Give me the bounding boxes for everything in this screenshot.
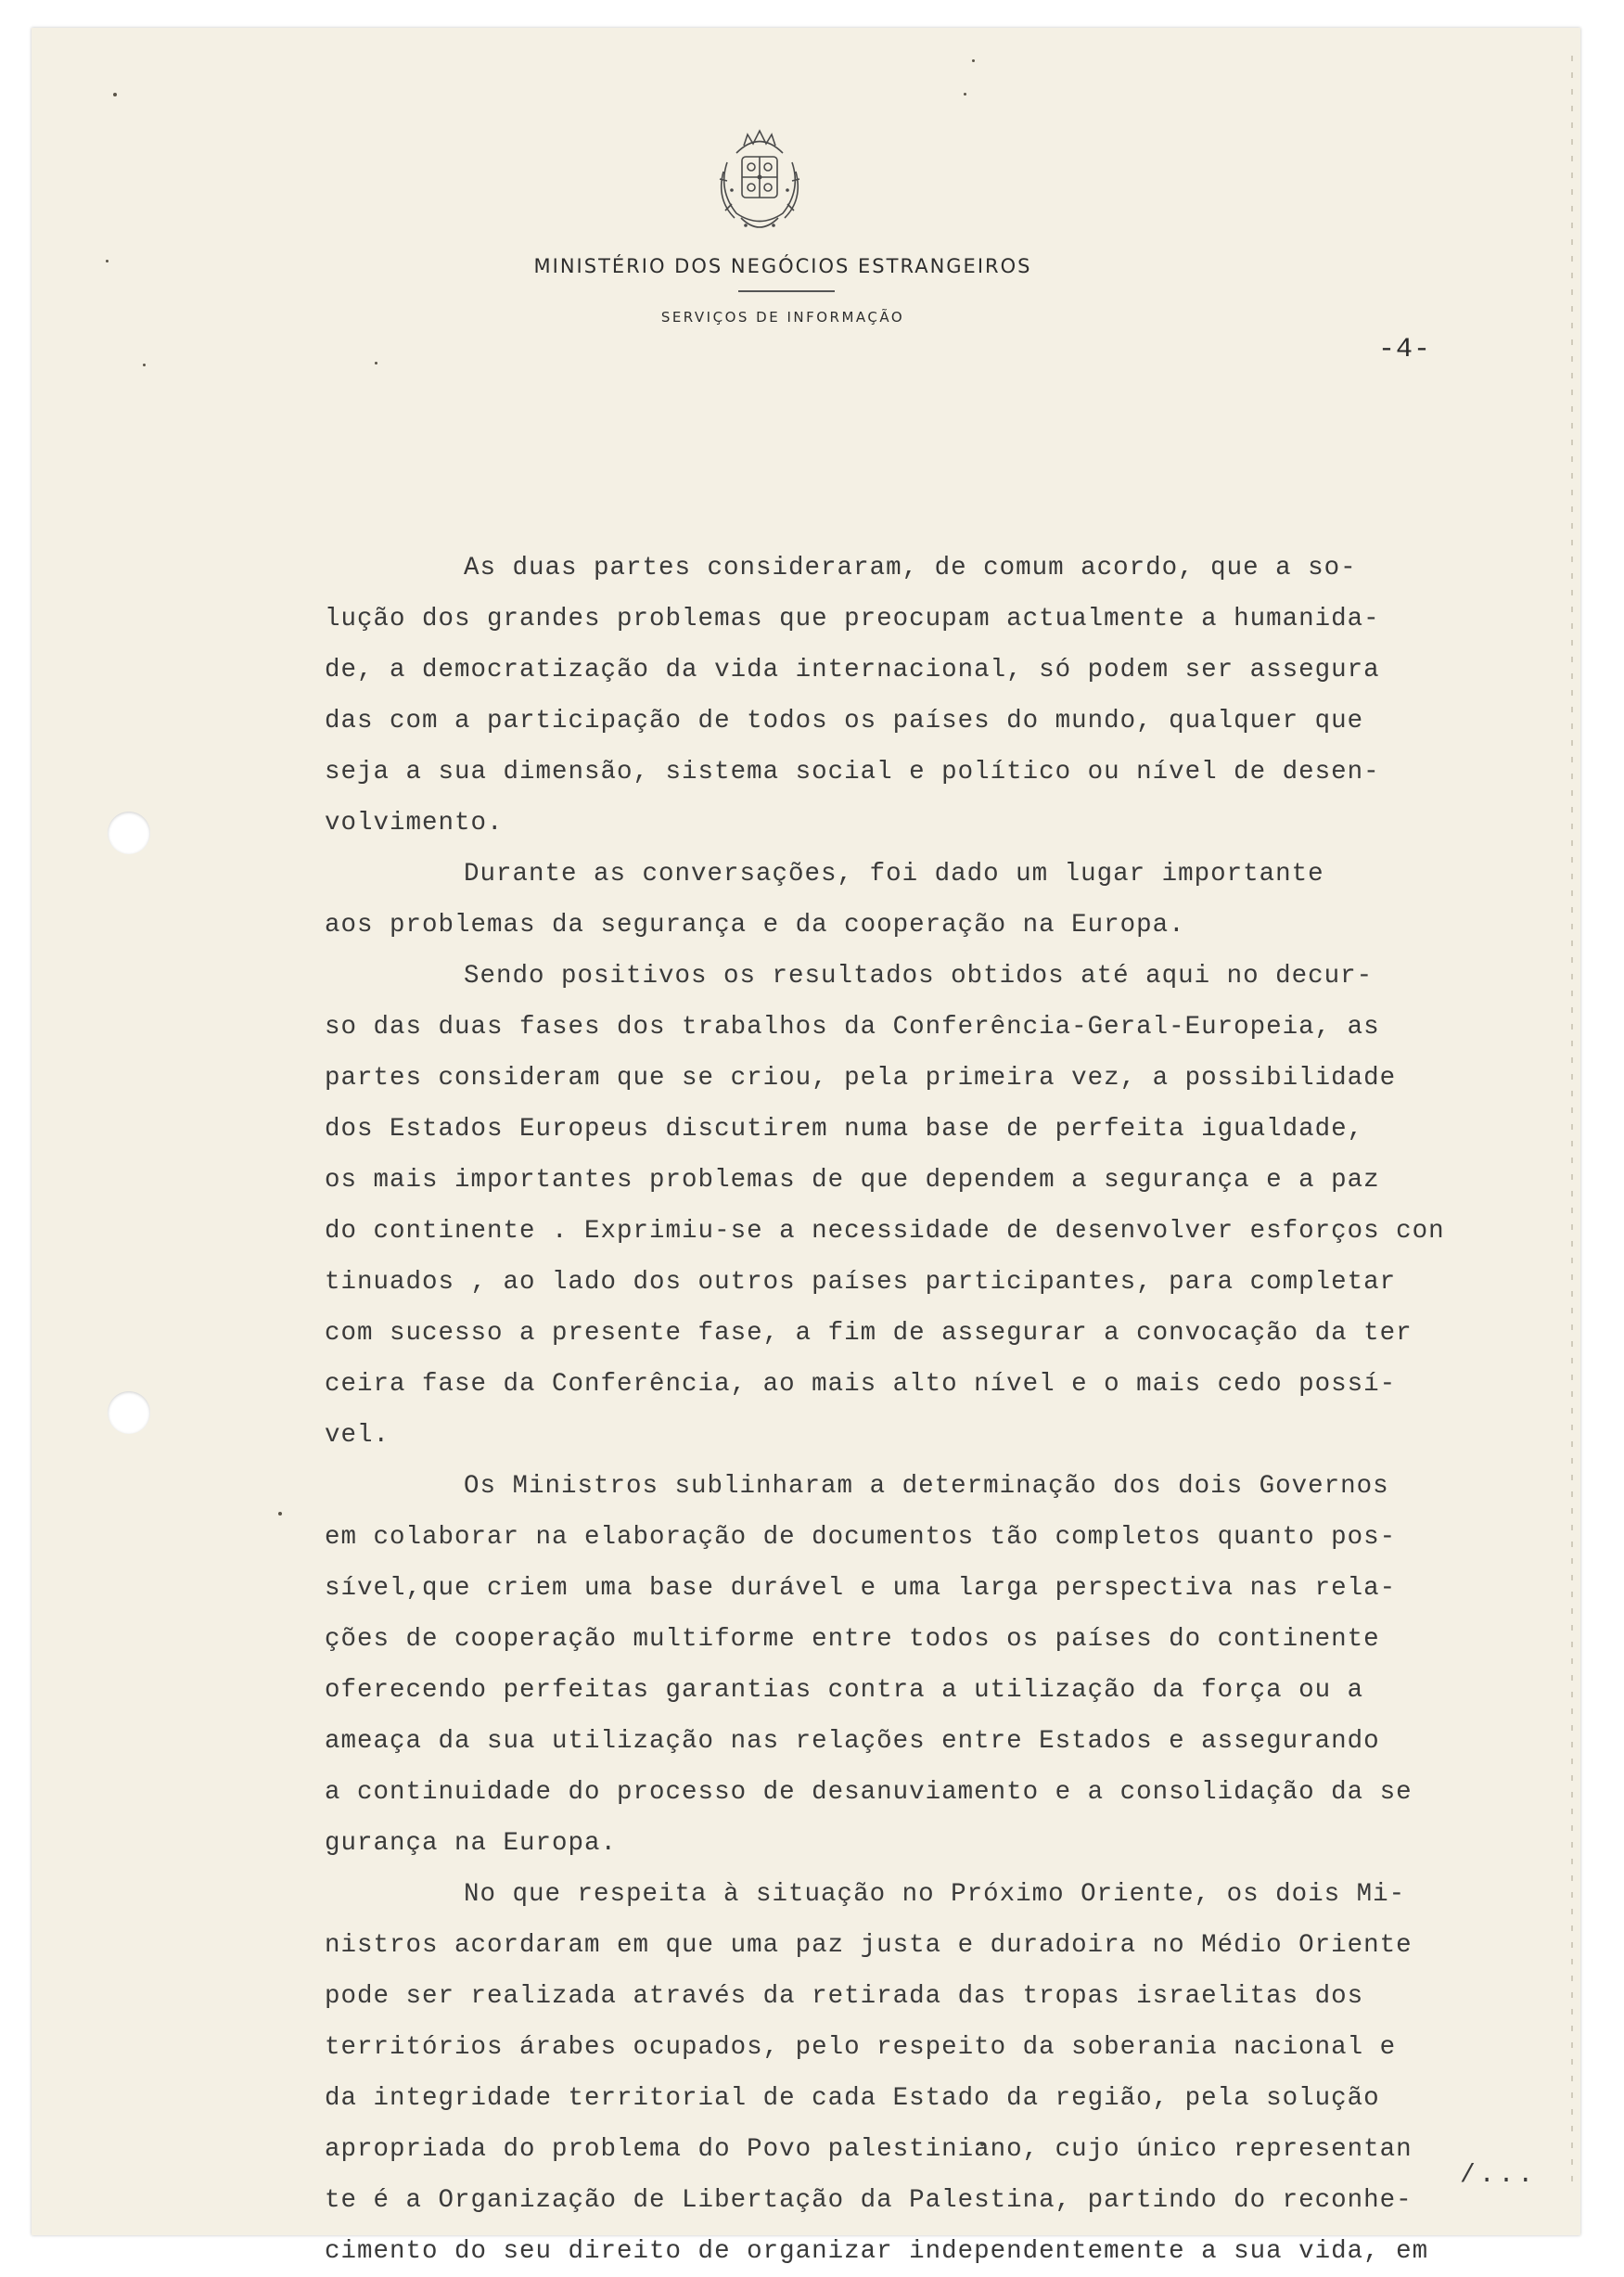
text-line: das com a participação de todos os países do mundo, qualquer que	[325, 707, 1364, 736]
document-body	[325, 543, 1530, 2277]
paper-speck	[106, 260, 109, 262]
text-line: cimento do seu direito de organizar independentemente a sua vida, em	[325, 2237, 1429, 2266]
text-line: apropriada do problema do Povo palestiniano, cujo único representan	[325, 2135, 1413, 2164]
text-line: da integridade territorial de cada Estado da região, pela solução	[325, 2084, 1380, 2113]
text-line: tinuados , ao lado dos outros países participantes, para completar	[325, 1268, 1397, 1297]
text-line: com sucesso a presente fase, a fim de assegurar a convocação da ter	[325, 1319, 1413, 1348]
text-line: seja a sua dimensão, sistema social e político ou nível de desen-	[325, 758, 1380, 787]
paper-speck	[964, 93, 966, 96]
text-line: Sendo positivos os resultados obtidos até aqui no decur-	[464, 962, 1374, 991]
page-number: -4-	[1378, 334, 1432, 365]
text-line: oferecendo perfeitas garantias contra a utilização da força ou a	[325, 1676, 1364, 1705]
text-line: de, a democratização da vida internacional, só podem ser assegura	[325, 656, 1380, 684]
paper-speck	[113, 93, 117, 96]
text-line: a continuidade do processo de desanuviamento e a consolidação da se	[325, 1778, 1413, 1807]
service-subtitle: SERVIÇOS DE INFORMAÇÃO	[660, 309, 905, 326]
text-line: ções de cooperação multiforme entre todos os países do continente	[325, 1625, 1380, 1654]
continuation-mark: /...	[1460, 2161, 1538, 2190]
text-line: As duas partes consideraram, de comum acordo, que a so-	[464, 554, 1357, 582]
paper-speck	[972, 59, 975, 62]
text-line: em colaborar na elaboração de documentos tão completos quanto pos-	[325, 1523, 1397, 1552]
text-line: lução dos grandes problemas que preocupam actualmente a humanida-	[325, 605, 1380, 633]
text-line: vel.	[325, 1421, 390, 1450]
text-line: No que respeita à situação no Próximo Oriente, os dois Mi-	[464, 1880, 1406, 1909]
text-line: te é a Organização de Libertação da Palestina, partindo do reconhe-	[325, 2186, 1413, 2215]
text-line: ceira fase da Conferência, ao mais alto nível e o mais cedo possí-	[325, 1370, 1397, 1399]
text-line: Os Ministros sublinharam a determinação dos dois Governos	[464, 1472, 1389, 1501]
punch-hole-top	[108, 812, 150, 854]
text-line: territórios árabes ocupados, pelo respeito da soberania nacional e	[325, 2033, 1397, 2062]
paper-speck	[375, 362, 377, 365]
text-line: so das duas fases dos trabalhos da Conferência-Geral-Europeia, as	[325, 1013, 1380, 1042]
text-line: Durante as conversações, foi dado um lugar importante	[464, 860, 1324, 889]
coat-of-arms-seal	[699, 125, 820, 241]
text-line: dos Estados Europeus discutirem numa base de perfeita igualdade,	[325, 1115, 1364, 1144]
text-line: ameaça da sua utilização nas relações entre Estados e assegurando	[325, 1727, 1380, 1756]
paper-speck	[143, 364, 146, 366]
text-line: sível,que criem uma base durável e uma larga perspectiva nas rela-	[325, 1574, 1397, 1603]
text-line: nistros acordaram em que uma paz justa e duradoira no Médio Oriente	[325, 1931, 1413, 1960]
ministry-title: MINISTÉRIO DOS NEGÓCIOS ESTRANGEIROS	[533, 255, 1032, 277]
text-line: aos problemas da segurança e da cooperação na Europa.	[325, 911, 1185, 940]
page-edge-marks	[1571, 56, 1573, 2189]
header-divider	[738, 290, 835, 292]
paper-speck	[278, 1512, 282, 1516]
document-page	[32, 28, 1580, 2266]
text-line: os mais importantes problemas de que dependem a segurança e a paz	[325, 1166, 1380, 1195]
text-line: partes consideram que se criou, pela primeira vez, a possibilidade	[325, 1064, 1397, 1093]
text-line: gurança na Europa.	[325, 1829, 618, 1858]
punch-hole-bottom	[108, 1391, 150, 1434]
text-line: volvimento.	[325, 809, 504, 838]
text-line: do continente . Exprimiu-se a necessidade de desenvolver esforços con	[325, 1217, 1445, 1246]
text-line: pode ser realizada através da retirada das tropas israelitas dos	[325, 1982, 1364, 2011]
